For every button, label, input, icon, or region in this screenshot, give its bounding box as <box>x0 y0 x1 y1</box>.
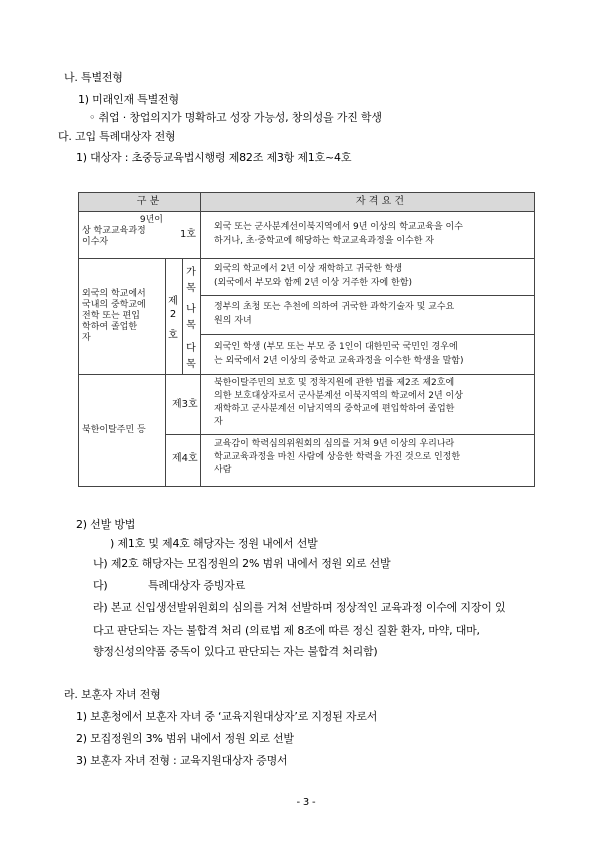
page-number: - 3 - <box>296 797 316 808</box>
section-ra-item-1: 1) 보훈청에서 보훈자 자녀 중 ‘교육지원대상자’로 지정된 자로서 <box>76 710 378 723</box>
row3-req4-c: 사람 <box>214 465 232 475</box>
col-divider <box>182 258 183 374</box>
row3-req3-c: 재학하고 군사분계선 이남지역의 중학교에 편입학하여 졸업한 <box>214 404 455 414</box>
row2-label-c: 전학 또는 편입 <box>82 311 140 321</box>
row1-code: 1호 <box>180 229 197 240</box>
row-divider <box>200 295 535 296</box>
section-ra-item-2: 2) 모집정원의 3% 범위 내에서 정원 외로 선발 <box>76 732 294 745</box>
row3-req3-a: 북한이탈주민의 보호 및 정착지원에 관한 법률 제2조 제2호에 <box>214 378 455 388</box>
row1-label-a: 9년이 <box>139 215 163 225</box>
row2-sub-da-char: 다 <box>186 343 196 354</box>
row2-label-e: 자 <box>82 333 91 343</box>
row2-sub-na-char: 목 <box>186 320 196 331</box>
section-na-bullet: ◦ 취업 · 창업의지가 명확하고 성장 가능성, 창의성을 가진 학생 <box>89 111 382 124</box>
row2-na-req-a: 정부의 초청 또는 추천에 의하여 귀국한 과학기술자 및 교수요 <box>214 302 455 312</box>
row1-req-a: 외국 또는 군사분계선이북지역에서 9년 이상의 학교교육을 이수 <box>214 222 463 232</box>
row2-code-char: 호 <box>168 330 178 341</box>
row2-na-req-b: 원의 자녀 <box>214 316 252 326</box>
row1-req-b: 하거나, 초·중학교에 해당하는 학교교육과정을 이수한 자 <box>214 236 434 246</box>
selection-item-ra-line-1: 라) 본교 신입생선발위원회의 심의를 거쳐 선발하며 정상적인 교육과정 이수에 지장이 있 <box>93 601 506 614</box>
selection-item-ra-line-2: 다고 판단되는 자는 불합격 처리 (의료법 제 8조에 따른 정신 질환 환자, 마약, 대마, <box>93 624 480 637</box>
row-divider <box>200 334 535 335</box>
table-header-category: 구 분 <box>136 196 160 207</box>
selection-item-da-label: 다) <box>93 579 108 592</box>
row2-label-b: 국내의 중학교에 <box>82 300 146 310</box>
row1-label-b: 상 학교교육과정 <box>82 226 146 236</box>
row2-sub-ga-char: 가 <box>186 267 196 278</box>
row3-req4-b: 학교교육과정을 마친 사람에 상응한 학력을 가진 것으로 인정한 <box>214 452 461 462</box>
selection-title: 2) 선발 방법 <box>76 518 136 531</box>
row3-label: 북한이탈주민 등 <box>82 425 146 435</box>
col-divider <box>165 374 166 487</box>
row2-ga-req-b: (외국에서 부모와 함께 2년 이상 거주한 자에 한함) <box>214 278 412 288</box>
row2-label-d: 학하여 졸업한 <box>82 322 138 332</box>
selection-item-da-text: 특례대상자 증빙자료 <box>148 579 246 592</box>
section-na-title: 나. 특별전형 <box>64 71 123 84</box>
row2-sub-da-char: 목 <box>186 359 196 370</box>
section-ra-title: 라. 보훈자 자녀 전형 <box>64 688 161 701</box>
row2-code-char: 제 <box>168 296 178 307</box>
row3-code-4: 제4호 <box>172 453 198 464</box>
table-header-requirements: 자 격 요 건 <box>355 196 405 207</box>
selection-item-ga: ) 제1호 및 제4호 해당자는 정원 내에서 선발 <box>110 537 318 550</box>
row2-sub-ga-char: 목 <box>186 283 196 294</box>
row1-label-c: 이수자 <box>82 237 109 247</box>
selection-item-ra-line-3: 향정신성의약품 중독이 있다고 판단되는 자는 불합격 처리함) <box>93 645 378 658</box>
row2-da-req-b: 는 외국에서 2년 이상의 중학교 교육과정을 이수한 학생을 말함) <box>214 356 464 366</box>
row2-da-req-a: 외국인 학생 (부모 또는 부모 중 1인이 대한민국 국민인 경우에 <box>214 342 458 352</box>
row3-code-3: 제3호 <box>172 399 198 410</box>
row-divider <box>78 211 535 212</box>
row-divider <box>165 434 535 435</box>
section-ra-item-3: 3) 보훈자 자녀 전형 : 교육지원대상자 증명서 <box>76 754 288 767</box>
section-da-title: 다. 고입 특례대상자 전형 <box>58 130 176 143</box>
col-divider <box>200 192 201 487</box>
section-na-item-1: 1) 미래인재 특별전형 <box>78 93 179 106</box>
section-da-item-1: 1) 대상자 : 초중등교육법시행령 제82조 제3항 제1호~4호 <box>76 151 352 164</box>
row-divider <box>78 258 535 259</box>
row3-req3-b: 의한 보호대상자로서 군사분계선 이북지역의 학교에서 2년 이상 <box>214 391 463 401</box>
row3-req3-d: 자 <box>214 417 223 427</box>
row2-ga-req-a: 외국의 학교에서 2년 이상 재학하고 귀국한 학생 <box>214 264 403 274</box>
row-divider <box>78 374 535 375</box>
row2-code-char: 2 <box>169 309 177 320</box>
row2-label-a: 외국의 학교에서 <box>82 289 146 299</box>
selection-item-na: 나) 제2호 해당자는 모집정원의 2% 범위 내에서 정원 외로 선발 <box>93 557 391 570</box>
row2-sub-na-char: 나 <box>186 304 196 315</box>
row3-req4-a: 교육감이 학력심의위원회의 심의를 거쳐 9년 이상의 우리나라 <box>214 439 455 449</box>
